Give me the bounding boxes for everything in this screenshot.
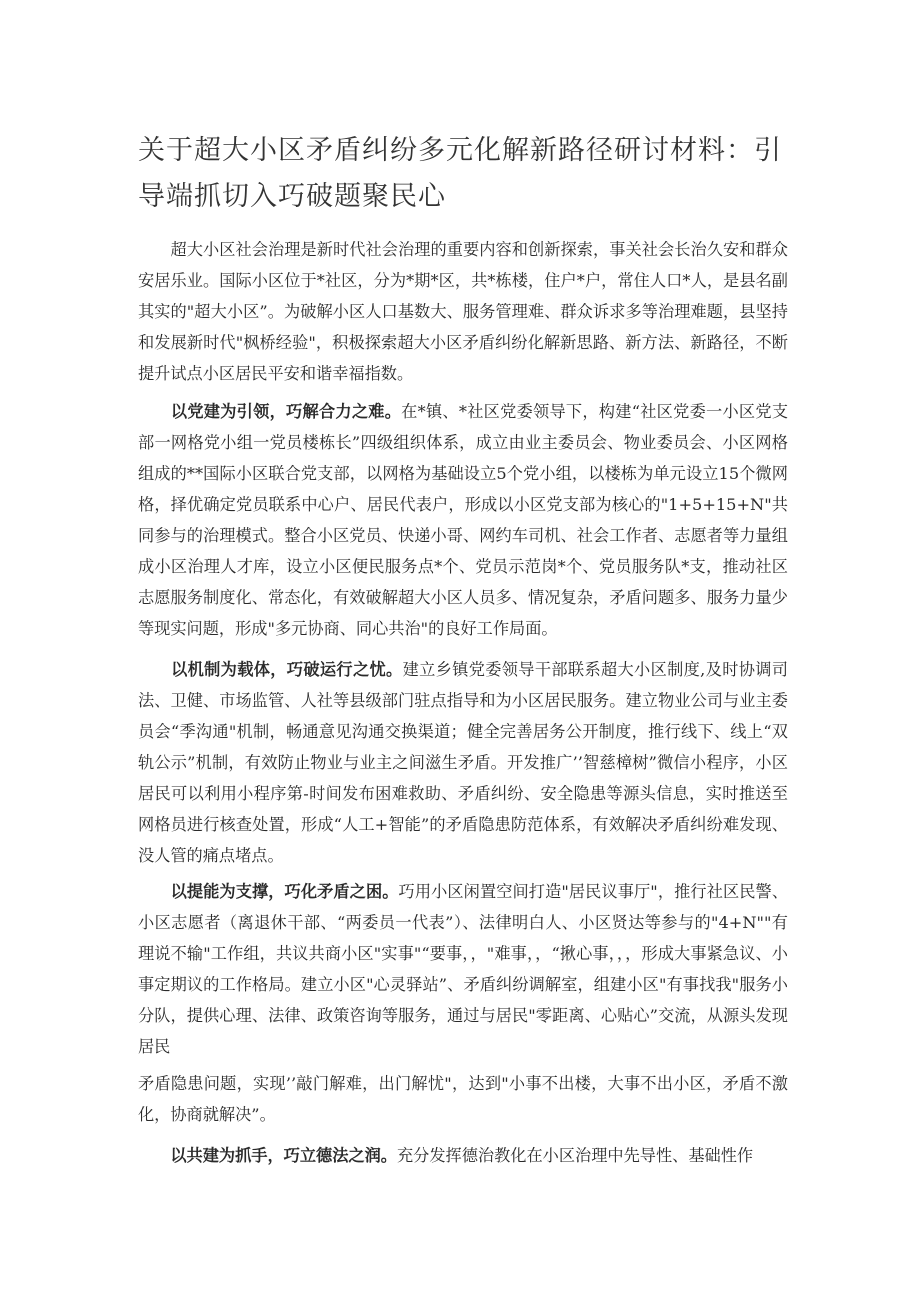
paragraph-text: 在*镇、*社区党委领导下，构建“社区党委一小区党支部一网格党小组一党员楼栋长”四级组织体系，成立由业主委员会、物业委员会、小区网格组成的**国际小区联合党支部，以网格为基础设立5个党小组，以楼栋为单元设立15个微网格，择优确定党员联系中心户、居民代表户，形成以小区党支部为核心的"1+5+15+N"共同参与的治理模式。整合小区党员、快递小哥、网约车司机、社会工作者、志愿者等力量组成小区治理人才库，设立小区便民服务点*个、党员示范岗*个、党员服务队*支，推动社区志愿服务制度化、常态化，有效破解超大小区人员多、情况复杂，矛盾问题多、服务力量少等现实问题，形成"多元协商、同心共治"的良好工作局面。 [138,402,789,638]
paragraph-intro [138,234,788,389]
paragraph-co-construction [138,1140,788,1171]
paragraph-capacity [138,876,788,1062]
paragraph-party-building [138,396,788,644]
paragraph-text: 巧用小区闲置空间打造"居民议事厅"，推行社区民警、小区志愿者（离退休干部、“两委员一代表”）、法律明白人、小区贤达等参与的"4+N""有理说不输"工作组，共议共商小区"实事"“要事，，"难事，，“揪心事，，，形成大事紧急议、小事定期议的工作格局。建立小区"心灵驿站”、矛盾纠纷调解室，组建小区"有事找我"服务小分队，提供心理、法律、政策咨询等服务，通过与居民"零距离、心贴心”交流，从源头发现居民 [138,882,789,1056]
paragraph-lead: 以共建为抓手，巧立德法之润。 [138,1146,397,1165]
paragraph-lead: 以机制为载体，巧破运行之忧。 [138,660,403,679]
paragraph-text: 充分发挥德治教化在小区治理中先导性、基础性作 [397,1146,754,1165]
paragraph-mechanism [138,654,788,871]
paragraph-text: 建立乡镇党委领导干部联系超大小区制度,及时协调司法、卫健、市场监管、人社等县级部门驻点指导和为小区居民服务。建立物业公司与业主委员会“季沟通"机制，畅通意见沟通交换渠道；健全完善居务公开制度，推行线下、线上“双轨公示”机制，有效防止物业与业主之间滋生矛盾。开发推广’’智慈樟树”微信小程序，小区居民可以利用小程序第-时间发布困难救助、矛盾纠纷、安全隐患等源头信息，实时推送至网格员进行核查处置，形成“人工+智能”的矛盾隐患防范体系，有效解决矛盾纠纷难发现、没人管的痛点堵点。 [138,660,788,865]
paragraph-lead: 以党建为引领，巧解合力之难。 [138,402,402,421]
paragraph-text: 超大小区社会治理是新时代社会治理的重要内容和创新探索，事关社会长治久安和群众安居乐业。国际小区位于*社区，分为*期*区，共*栋楼，住户*户，常住人口*人，是县名副其实的"超大小区”。为破解小区人口基数大、服务管理难、群众诉求多等治理难题，县坚持和发展新时代"枫桥经验"，积极探索超大小区矛盾纠纷化解新思路、新方法、新路径，不断提升试点小区居民平安和谐幸福指数。 [138,240,788,383]
paragraph-capacity-continued [138,1068,788,1130]
paragraph-text: 矛盾隐患问题，实现’’敲门解难，出门解忧"，达到"小事不出楼，大事不出小区，矛盾不激化，协商就解决”。 [138,1074,788,1124]
document-title: 关于超大小区矛盾纠纷多元化解新路径研讨材料：引导端抓切入巧破题聚民心 [138,135,782,212]
paragraph-lead: 以提能为支撑，巧化矛盾之困。 [138,882,399,901]
